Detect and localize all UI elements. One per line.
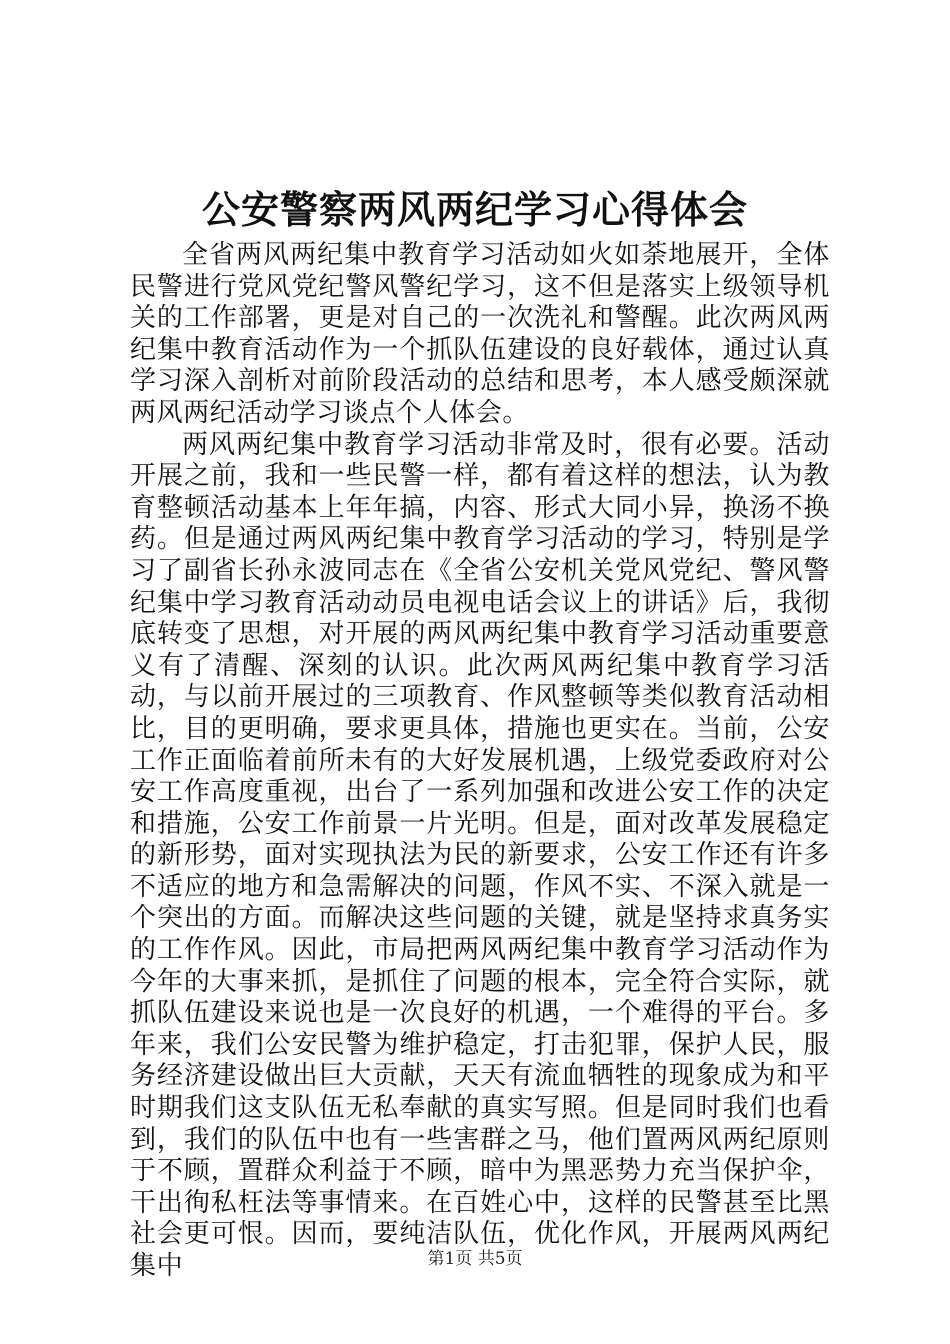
paragraph-2: 两风两纪集中教育学习活动非常及时，很有必要。活动开展之前，我和一些民警一样，都有着这样的想法，认为教育整顿活动基本上年年搞，内容、形式大同小异，换汤不换药。但是通过两风两纪集中教育学习活动的学习，特别是学习了副省长孙永波同志在《全省公安机关党风党纪、警风警纪集中学习教育活动动员电视电话会议上的讲话》后，我彻底转变了思想，对开展的两风两纪集中教育学习活动重要意义有了清醒、深刻的认识。此次两风两纪集中教育学习活动，与以前开展过的三项教育、作风整顿等类似教育活动相比，目的更明确，要求更具体，措施也更实在。当前，公安工作正面临着前所未有的大好发展机遇，上级党委政府对公安工作高度重视，出台了一系列加强和改进公安工作的决定和措施，公安工作前景一片光明。但是，面对改革发展稳定的新形势，面对实现执法为民的新要求，公安工作还有许多不适应的地方和急需解决的问题，作风不实、不深入就是一个突出的方面。而解决这些问题的关键，就是坚持求真务实的工作作风。因此，市局把两风两纪集中教育学习活动作为今年的大事来抓，是抓住了问题的根本，完全符合实际，就抓队伍建设来说也是一次良好的机遇，一个难得的平台。多年来，我们公安民警为维护稳定，打击犯罪，保护人民，服务经济建设做出巨大贡献，天天有流血牺牲的现象成为和平时期我们这支队伍无私奉献的真实写照。但是同时我们也看到，我们的队伍中也有一些害群之马，他们置两风两纪原则于不顾，置群众利益于不顾，暗中为黑恶势力充当保护伞，干出徇私枉法等事情来。在百姓心中，这样的民警甚至比黑社会更可恨。因而，要纯洁队伍，优化作风，开展两风两纪集中 — [130, 429, 830, 1281]
page-footer: 第1页 共5页 — [427, 1249, 523, 1269]
document-body — [130, 240, 830, 1283]
paragraph-1: 全省两风两纪集中教育学习活动如火如荼地展开，全体民警进行党风党纪警风警纪学习，这不但是落实上级领导机关的工作部署，更是对自己的一次洗礼和警醒。此次两风两纪集中教育活动作为一个抓队伍建设的良好载体，通过认真学习深入剖析对前阶段活动的总结和思考，本人感受颇深就两风两纪活动学习谈点个人体会。 — [130, 240, 830, 428]
document-title: 公安警察两风两纪学习心得体会 — [201, 187, 748, 232]
